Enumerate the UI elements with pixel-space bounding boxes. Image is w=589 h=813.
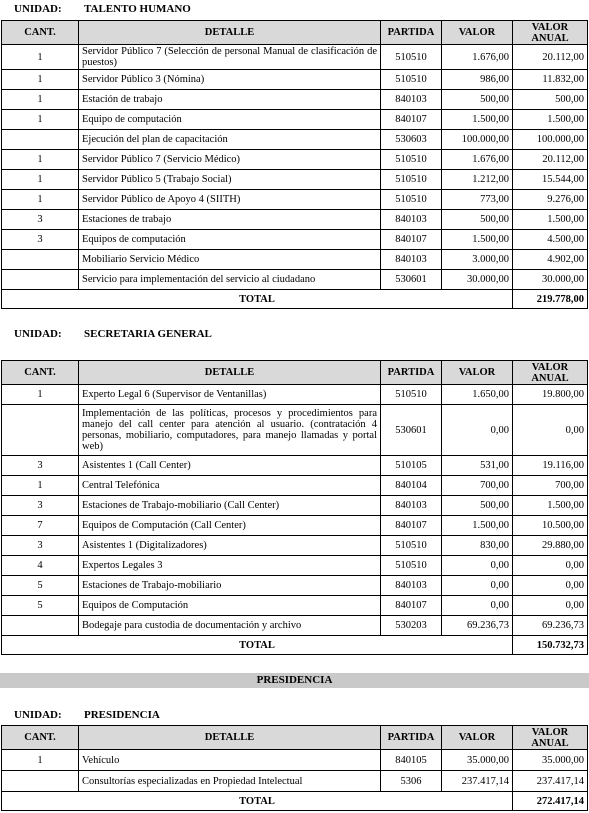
table-row <box>2 576 588 596</box>
valor-cell: 986,00 <box>442 70 513 90</box>
total-value: 272.417,14 <box>513 792 588 811</box>
detalle-cell: Vehículo <box>79 750 381 771</box>
valor-anual-cell: 9.276,00 <box>513 190 588 210</box>
valor-anual-cell: 19.116,00 <box>513 456 588 476</box>
cant-cell: 1 <box>2 750 79 771</box>
detalle-cell: Estaciones de Trabajo-mobiliario <box>79 576 381 596</box>
partida-cell: 510510 <box>381 150 442 170</box>
cant-cell <box>2 616 79 636</box>
total-label: TOTAL <box>2 290 513 309</box>
table-row <box>2 750 588 771</box>
detalle-cell: Equipo de computación <box>79 110 381 130</box>
col-valor-anual: VALOR ANUAL <box>513 361 588 385</box>
valor-anual-cell: 15.544,00 <box>513 170 588 190</box>
valor-cell: 500,00 <box>442 496 513 516</box>
total-value: 219.778,00 <box>513 290 588 309</box>
valor-anual-cell: 30.000,00 <box>513 270 588 290</box>
valor-anual-cell: 0,00 <box>513 576 588 596</box>
detalle-cell: Central Telefónica <box>79 476 381 496</box>
detalle-cell: Equipos de Computación (Call Center) <box>79 516 381 536</box>
detalle-cell: Equipos de computación <box>79 230 381 250</box>
table-row <box>2 405 588 456</box>
detalle-cell: Experto Legal 6 (Supervisor de Ventanillas) <box>79 385 381 405</box>
partida-cell: 510510 <box>381 385 442 405</box>
cant-cell: 1 <box>2 385 79 405</box>
valor-cell: 3.000,00 <box>442 250 513 270</box>
cant-cell <box>2 250 79 270</box>
unit-name: SECRETARIA GENERAL <box>84 328 212 340</box>
valor-cell: 100.000,00 <box>442 130 513 150</box>
unit-heading-secretaria <box>14 328 212 340</box>
detalle-cell: Servicio para implementación del servicio al ciudadano <box>79 270 381 290</box>
talento-table <box>1 20 588 309</box>
valor-cell: 1.676,00 <box>442 45 513 70</box>
cant-cell: 5 <box>2 576 79 596</box>
table-row <box>2 70 588 90</box>
valor-cell: 30.000,00 <box>442 270 513 290</box>
detalle-cell: Estaciones de trabajo <box>79 210 381 230</box>
valor-cell: 0,00 <box>442 596 513 616</box>
table-row <box>2 771 588 792</box>
secretaria-table <box>1 360 588 655</box>
cant-cell: 1 <box>2 476 79 496</box>
detalle-cell: Servidor Público 7 (Servicio Médico) <box>79 150 381 170</box>
cant-cell <box>2 270 79 290</box>
table-row <box>2 616 588 636</box>
cant-cell: 3 <box>2 456 79 476</box>
valor-anual-cell: 100.000,00 <box>513 130 588 150</box>
valor-anual-cell: 500,00 <box>513 90 588 110</box>
table-row <box>2 496 588 516</box>
cant-cell: 3 <box>2 496 79 516</box>
detalle-cell: Servidor Público de Apoyo 4 (SIITH) <box>79 190 381 210</box>
cant-cell <box>2 130 79 150</box>
valor-cell: 237.417,14 <box>442 771 513 792</box>
cant-cell: 3 <box>2 230 79 250</box>
valor-anual-cell: 19.800,00 <box>513 385 588 405</box>
cant-cell: 1 <box>2 110 79 130</box>
cant-cell: 1 <box>2 170 79 190</box>
unit-label: UNIDAD: <box>14 709 62 721</box>
header-row <box>2 21 588 45</box>
valor-cell: 830,00 <box>442 536 513 556</box>
partida-cell: 840103 <box>381 250 442 270</box>
col-cant: CANT. <box>2 21 79 45</box>
valor-cell: 1.676,00 <box>442 150 513 170</box>
col-valor-anual: VALOR ANUAL <box>513 726 588 750</box>
partida-cell: 510510 <box>381 170 442 190</box>
valor-anual-cell: 237.417,14 <box>513 771 588 792</box>
valor-anual-cell: 1.500,00 <box>513 210 588 230</box>
total-row <box>2 636 588 655</box>
total-label: TOTAL <box>2 636 513 655</box>
col-partida: PARTIDA <box>381 726 442 750</box>
unit-name: PRESIDENCIA <box>84 709 160 721</box>
table-row <box>2 596 588 616</box>
partida-cell: 840103 <box>381 90 442 110</box>
col-detalle: DETALLE <box>79 726 381 750</box>
valor-anual-cell: 1.500,00 <box>513 110 588 130</box>
cant-cell <box>2 771 79 792</box>
detalle-cell: Bodegaje para custodia de documentación y archivo <box>79 616 381 636</box>
partida-cell: 510105 <box>381 456 442 476</box>
valor-anual-cell: 35.000,00 <box>513 750 588 771</box>
valor-cell: 1.500,00 <box>442 230 513 250</box>
table-row <box>2 110 588 130</box>
partida-cell: 510510 <box>381 556 442 576</box>
valor-anual-cell: 20.112,00 <box>513 45 588 70</box>
detalle-cell: Servidor Público 3 (Nómina) <box>79 70 381 90</box>
partida-cell: 840103 <box>381 576 442 596</box>
col-valor: VALOR <box>442 21 513 45</box>
partida-cell: 510510 <box>381 70 442 90</box>
col-partida: PARTIDA <box>381 361 442 385</box>
valor-cell: 1.500,00 <box>442 516 513 536</box>
cant-cell <box>2 405 79 456</box>
valor-cell: 1.212,00 <box>442 170 513 190</box>
partida-cell: 840107 <box>381 596 442 616</box>
valor-cell: 0,00 <box>442 556 513 576</box>
partida-cell: 530203 <box>381 616 442 636</box>
header-row <box>2 726 588 750</box>
partida-cell: 5306 <box>381 771 442 792</box>
detalle-cell: Estación de trabajo <box>79 90 381 110</box>
detalle-cell: Asistentes 1 (Digitalizadores) <box>79 536 381 556</box>
cant-cell: 5 <box>2 596 79 616</box>
section-band-presidencia: PRESIDENCIA <box>0 673 589 688</box>
col-cant: CANT. <box>2 361 79 385</box>
partida-cell: 840103 <box>381 496 442 516</box>
valor-cell: 773,00 <box>442 190 513 210</box>
detalle-cell: Expertos Legales 3 <box>79 556 381 576</box>
col-detalle: DETALLE <box>79 21 381 45</box>
valor-anual-cell: 20.112,00 <box>513 150 588 170</box>
valor-cell: 1.650,00 <box>442 385 513 405</box>
valor-anual-cell: 11.832,00 <box>513 70 588 90</box>
valor-anual-cell: 0,00 <box>513 596 588 616</box>
table-row <box>2 536 588 556</box>
detalle-cell: Equipos de Computación <box>79 596 381 616</box>
valor-anual-cell: 0,00 <box>513 405 588 456</box>
valor-anual-cell: 10.500,00 <box>513 516 588 536</box>
partida-cell: 840104 <box>381 476 442 496</box>
cant-cell: 1 <box>2 70 79 90</box>
cant-cell: 3 <box>2 210 79 230</box>
cant-cell: 1 <box>2 45 79 70</box>
partida-cell: 530603 <box>381 130 442 150</box>
valor-anual-cell: 4.500,00 <box>513 230 588 250</box>
header-row <box>2 361 588 385</box>
total-row <box>2 290 588 309</box>
partida-cell: 530601 <box>381 270 442 290</box>
table-row <box>2 150 588 170</box>
table-row <box>2 130 588 150</box>
partida-cell: 510510 <box>381 45 442 70</box>
valor-cell: 69.236,73 <box>442 616 513 636</box>
valor-cell: 531,00 <box>442 456 513 476</box>
valor-cell: 500,00 <box>442 90 513 110</box>
valor-anual-cell: 0,00 <box>513 556 588 576</box>
table-row <box>2 476 588 496</box>
unit-heading-presidencia <box>14 709 160 721</box>
partida-cell: 840107 <box>381 516 442 536</box>
col-valor: VALOR <box>442 726 513 750</box>
detalle-cell: Servidor Público 7 (Selección de personal Manual de clasificación de puestos) <box>79 45 381 70</box>
cant-cell: 1 <box>2 150 79 170</box>
col-cant: CANT. <box>2 726 79 750</box>
table-row <box>2 556 588 576</box>
table-row <box>2 170 588 190</box>
partida-cell: 840105 <box>381 750 442 771</box>
table-row <box>2 456 588 476</box>
valor-cell: 35.000,00 <box>442 750 513 771</box>
table-row <box>2 90 588 110</box>
valor-cell: 0,00 <box>442 405 513 456</box>
valor-cell: 1.500,00 <box>442 110 513 130</box>
cant-cell: 4 <box>2 556 79 576</box>
table-row <box>2 45 588 70</box>
table-row <box>2 210 588 230</box>
cant-cell: 1 <box>2 90 79 110</box>
partida-cell: 510510 <box>381 536 442 556</box>
cant-cell: 3 <box>2 536 79 556</box>
valor-anual-cell: 69.236,73 <box>513 616 588 636</box>
total-value: 150.732,73 <box>513 636 588 655</box>
col-partida: PARTIDA <box>381 21 442 45</box>
unit-heading-talento <box>14 3 191 15</box>
partida-cell: 510510 <box>381 190 442 210</box>
detalle-cell: Asistentes 1 (Call Center) <box>79 456 381 476</box>
detalle-cell: Ejecución del plan de capacitación <box>79 130 381 150</box>
total-label: TOTAL <box>2 792 513 811</box>
partida-cell: 840103 <box>381 210 442 230</box>
valor-anual-cell: 700,00 <box>513 476 588 496</box>
cant-cell: 1 <box>2 190 79 210</box>
partida-cell: 840107 <box>381 110 442 130</box>
detalle-cell: Servidor Público 5 (Trabajo Social) <box>79 170 381 190</box>
table-row <box>2 270 588 290</box>
total-row <box>2 792 588 811</box>
table-row <box>2 230 588 250</box>
valor-cell: 0,00 <box>442 576 513 596</box>
unit-label: UNIDAD: <box>14 328 62 340</box>
table-row <box>2 516 588 536</box>
cant-cell: 7 <box>2 516 79 536</box>
col-valor-anual: VALOR ANUAL <box>513 21 588 45</box>
valor-cell: 500,00 <box>442 210 513 230</box>
partida-cell: 530601 <box>381 405 442 456</box>
table-row <box>2 250 588 270</box>
valor-anual-cell: 4.902,00 <box>513 250 588 270</box>
detalle-cell: Mobiliario Servicio Médico <box>79 250 381 270</box>
col-valor: VALOR <box>442 361 513 385</box>
unit-label: UNIDAD: <box>14 3 62 15</box>
detalle-cell: Consultorías especializadas en Propiedad Intelectual <box>79 771 381 792</box>
unit-name: TALENTO HUMANO <box>84 3 191 15</box>
valor-anual-cell: 1.500,00 <box>513 496 588 516</box>
table-row <box>2 385 588 405</box>
presidencia-table <box>1 725 588 811</box>
valor-cell: 700,00 <box>442 476 513 496</box>
detalle-cell: Estaciones de Trabajo-mobiliario (Call Center) <box>79 496 381 516</box>
table-row <box>2 190 588 210</box>
detalle-cell: Implementación de las políticas, procesos y procedimientos para manejo del call center para atención al usuario. (contratación 4 personas, mobiliario, computadores, para manejo llamadas y portal web) <box>79 405 381 456</box>
col-detalle: DETALLE <box>79 361 381 385</box>
valor-anual-cell: 29.880,00 <box>513 536 588 556</box>
partida-cell: 840107 <box>381 230 442 250</box>
